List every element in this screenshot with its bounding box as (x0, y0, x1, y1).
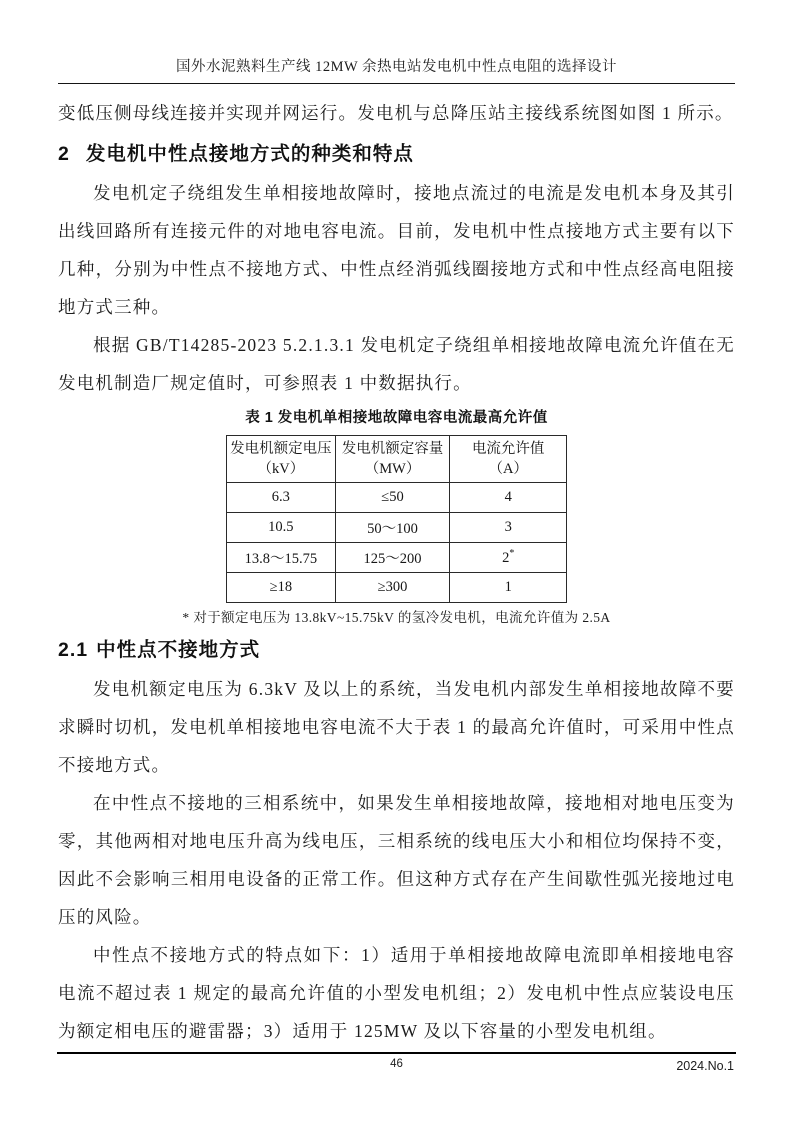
table1-header-cell: 发电机额定容量 （MW） (335, 436, 450, 483)
table1-head (227, 436, 567, 483)
table-cell: ≤50 (335, 483, 450, 513)
table-cell: 13.8～15.75 (227, 543, 336, 573)
table-row (227, 483, 567, 513)
table1-caption: 表 1 发电机单相接地故障电容电流最高允许值 (245, 410, 548, 426)
running-head-title: 国外水泥熟料生产线 12MW 余热电站发电机中性点电阻的选择设计 (58, 57, 735, 84)
paragraph-section2-2: 根据 GB/T14285-2023 5.2.1.3.1 发电机定子绕组单相接地故障电流允许值在无发电机制造厂规定值时，可参照表 1 中数据执行。 (58, 335, 735, 393)
table-row (227, 513, 567, 543)
page-body (58, 88, 735, 1050)
table-cell: 3 (450, 513, 567, 543)
section-heading-2 (58, 139, 735, 169)
table-cell: 125～200 (335, 543, 450, 573)
paragraph-section2_1-2: 在中性点不接地的三相系统中，如果发生单相接地故障，接地相对地电压变为零，其他两相对地电压升高为线电压，三相系统的线电压大小和相位均保持不变，因此不会影响三相用电设备的正常工作。但这种方式存在产生间歇性弧光接地过电压的风险。 (58, 793, 735, 927)
section-number: 2.1 (58, 639, 89, 661)
table-row (227, 573, 567, 603)
table1-header-cell: 电流允许值 （A） (450, 436, 567, 483)
table-cell: ≥18 (227, 573, 336, 603)
table-cell: 6.3 (227, 483, 336, 513)
table1-footnote: * 对于额定电压为 13.8kV~15.75kV 的氢冷发电机，电流允许值为 2.5A (182, 610, 611, 625)
table-cell: 4 (450, 483, 567, 513)
page-footer (57, 1052, 736, 1073)
table-cell: 50～100 (335, 513, 450, 543)
paragraph-section2-1: 发电机定子绕组发生单相接地故障时，接地点流过的电流是发电机本身及其引出线回路所有连接元件的对地电容电流。目前，发电机中性点接地方式主要有以下几种，分别为中性点不接地方式、中性点经消弧线圈接地方式和中性点经高电阻接地方式三种。 (58, 183, 735, 317)
issue-label: 2024.No.1 (676, 1059, 734, 1073)
table-cell: 1 (450, 573, 567, 603)
paragraph-section2_1-3: 中性点不接地方式的特点如下：1）适用于单相接地故障电流即单相接地电容电流不超过表 1 规定的最高允许值的小型发电机组；2）发电机中性点应装设电压为额定相电压的避雷器；3）适用于 125MW 及以下容量的小型发电机组。 (58, 945, 735, 1041)
section-heading-2-1 (58, 635, 735, 665)
table1-allowable-current (226, 435, 567, 603)
table1-header-cell: 发电机额定电压 （kV） (227, 436, 336, 483)
section-title: 发电机中性点接地方式的种类和特点 (85, 143, 414, 165)
table-cell: ≥300 (335, 573, 450, 603)
paragraph-section2_1-1: 发电机额定电压为 6.3kV 及以上的系统，当发电机内部发生单相接地故障不要求瞬时切机，发电机单相接地电容电流不大于表 1 的最高允许值时，可采用中性点不接地方式。 (58, 679, 735, 775)
section-title: 中性点不接地方式 (96, 639, 261, 661)
table1-body (227, 483, 567, 603)
table-row (227, 543, 567, 573)
paragraph-intro-continued: 变低压侧母线连接并实现并网运行。发电机与总降压站主接线系统图如图 1 所示。 (58, 103, 734, 123)
section-number: 2 (58, 143, 70, 165)
table-cell: 10.5 (227, 513, 336, 543)
page-number: 46 (390, 1058, 403, 1070)
table-cell: 2* (450, 543, 567, 573)
